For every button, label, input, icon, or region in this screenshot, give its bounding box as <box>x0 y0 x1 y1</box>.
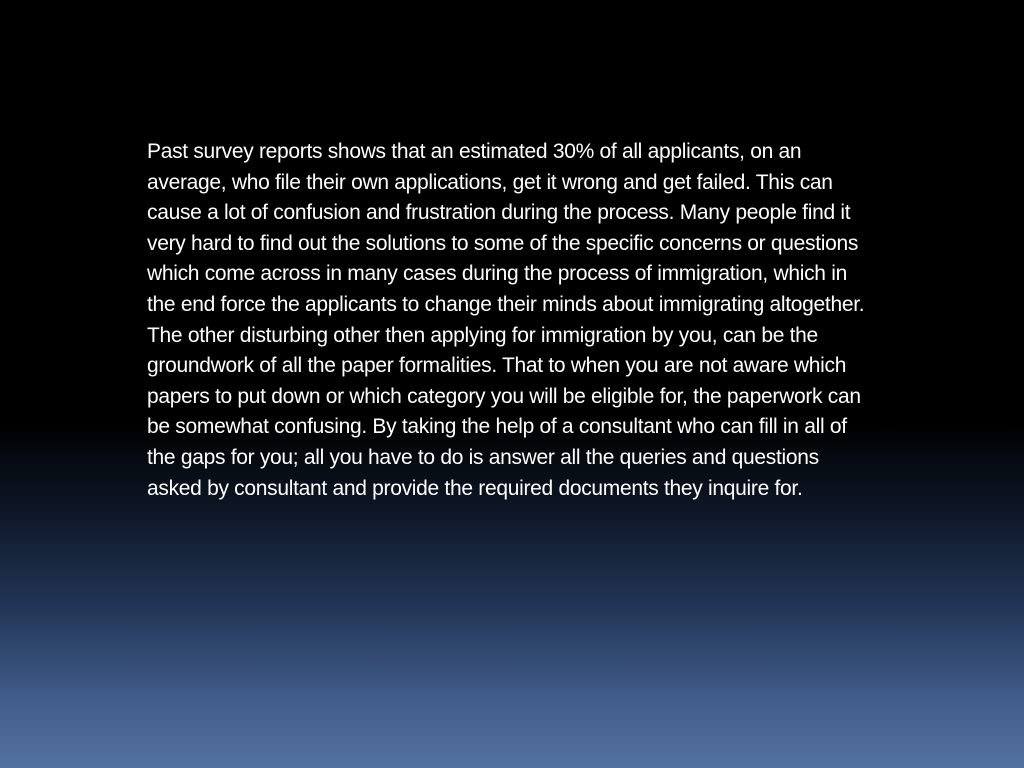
slide-body-text: Past survey reports shows that an estimated 30% of all applicants, on an average, who file their own applications, get it wrong and get failed. This can cause a lot of confusion and frustration during the process. Many people find it very hard to find out the solutions to some of the specific concerns or questions which come across in many cases during the process of immigration, which in the end force the applicants to change their minds about immigrating altogether. The other disturbing other then applying for immigration by you, can be the groundwork of all the paper formalities. That to when you are not aware which papers to put down or which category you will be eligible for, the paperwork can be somewhat confusing. By taking the help of a consultant who can fill in all of the gaps for you; all you have to do is answer all the queries and questions asked by consultant and provide the required documents they inquire for. <box>147 140 865 500</box>
